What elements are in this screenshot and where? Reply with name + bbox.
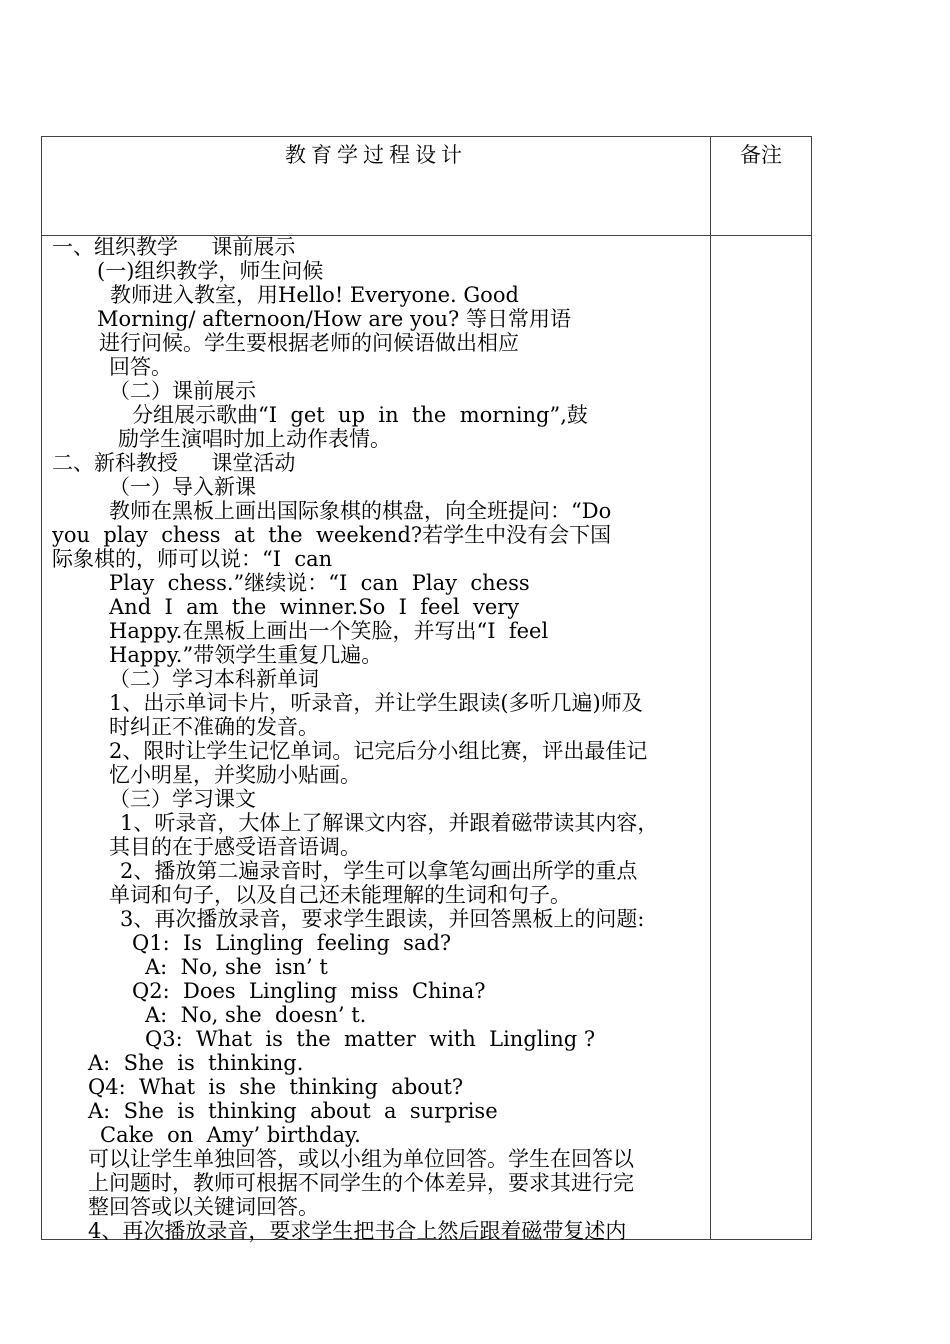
text-line: A: No, she doesn’ t. <box>145 1003 367 1027</box>
text-line: 励学生演唱时加上动作表情。 <box>118 427 391 451</box>
text-line: (一)组织教学，师生问候 <box>97 259 324 283</box>
text-line: 可以让学生单独回答，或以小组为单位回答。学生在回答以 <box>88 1147 634 1171</box>
text-line: A: She is thinking about a surprise <box>88 1099 498 1123</box>
column-divider <box>710 137 711 1239</box>
text-line: Happy.在黑板上画出一个笑脸，并写出“I feel <box>109 619 549 643</box>
text-line: Q4: What is she thinking about? <box>88 1075 464 1099</box>
text-line: 1、出示单词卡片，听录音，并让学生跟读(多听几遍)师及 <box>109 691 643 715</box>
text-line: （二）课前展示 <box>109 379 256 403</box>
text-line: 教师进入教室，用Hello! Everyone. Good <box>110 283 519 307</box>
text-line: 一、组织教学 课前展示 <box>52 235 296 259</box>
text-line: 2、限时让学生记忆单词。记完后分小组比赛，评出最佳记 <box>109 739 648 763</box>
text-line: 4、再次播放录音，要求学生把书合上然后跟着磁带复述内 <box>88 1219 627 1243</box>
text-line: 其目的在于感受语音语调。 <box>109 835 361 859</box>
text-line: （一）导入新课 <box>109 475 256 499</box>
text-line: you play chess at the weekend?若学生中没有会下国 <box>52 523 612 547</box>
text-line: Q2: Does Lingling miss China? <box>132 979 486 1003</box>
text-line: Happy.”带领学生重复几遍。 <box>109 643 383 667</box>
text-line: 上问题时，教师可根据不同学生的个体差异，要求其进行完 <box>88 1171 634 1195</box>
text-line: 分组展示歌曲“I get up in the morning”,鼓 <box>132 403 588 427</box>
lesson-plan-table <box>41 136 812 1243</box>
column-header-process: 教育学过程设计 <box>285 143 467 167</box>
text-line: 时纠正不准确的发音。 <box>109 715 319 739</box>
text-line: （三）学习课文 <box>109 787 256 811</box>
text-line: Play chess.”继续说：“I can Play chess <box>109 571 530 595</box>
text-line: 教师在黑板上画出国际象棋的棋盘，向全班提问：“Do <box>109 499 612 523</box>
text-line: 单词和句子，以及自己还未能理解的生词和句子。 <box>109 883 571 907</box>
text-line: 3、再次播放录音，要求学生跟读，并回答黑板上的问题: <box>120 907 645 931</box>
text-line: And I am the winner.So I feel very <box>109 595 520 619</box>
text-line: 1、听录音，大体上了解课文内容，并跟着磁带读其内容， <box>120 811 659 835</box>
text-line: 际象棋的，师可以说：“I can <box>52 547 333 571</box>
text-line: 回答。 <box>109 355 172 379</box>
text-line: A: She is thinking. <box>88 1051 304 1075</box>
text-line: Morning/ afternoon/How are you? 等日常用语 <box>97 307 571 331</box>
text-line: Cake on Amy’ birthday. <box>100 1123 361 1147</box>
text-line: 整回答或以关键词回答。 <box>88 1195 319 1219</box>
text-line: 二、新科教授 课堂活动 <box>52 451 296 475</box>
text-line: A: No, she isn’ t <box>145 955 328 979</box>
text-line: （二）学习本科新单词 <box>109 667 319 691</box>
text-line: 2、播放第二遍录音时，学生可以拿笔勾画出所学的重点 <box>120 859 638 883</box>
column-header-notes: 备注 <box>740 143 782 167</box>
text-line: 进行问候。学生要根据老师的问候语做出相应 <box>99 331 519 355</box>
text-line: 忆小明星，并奖励小贴画。 <box>109 763 361 787</box>
text-line: Q3: What is the matter with Lingling ? <box>145 1027 596 1051</box>
text-line: Q1: Is Lingling feeling sad? <box>132 931 452 955</box>
